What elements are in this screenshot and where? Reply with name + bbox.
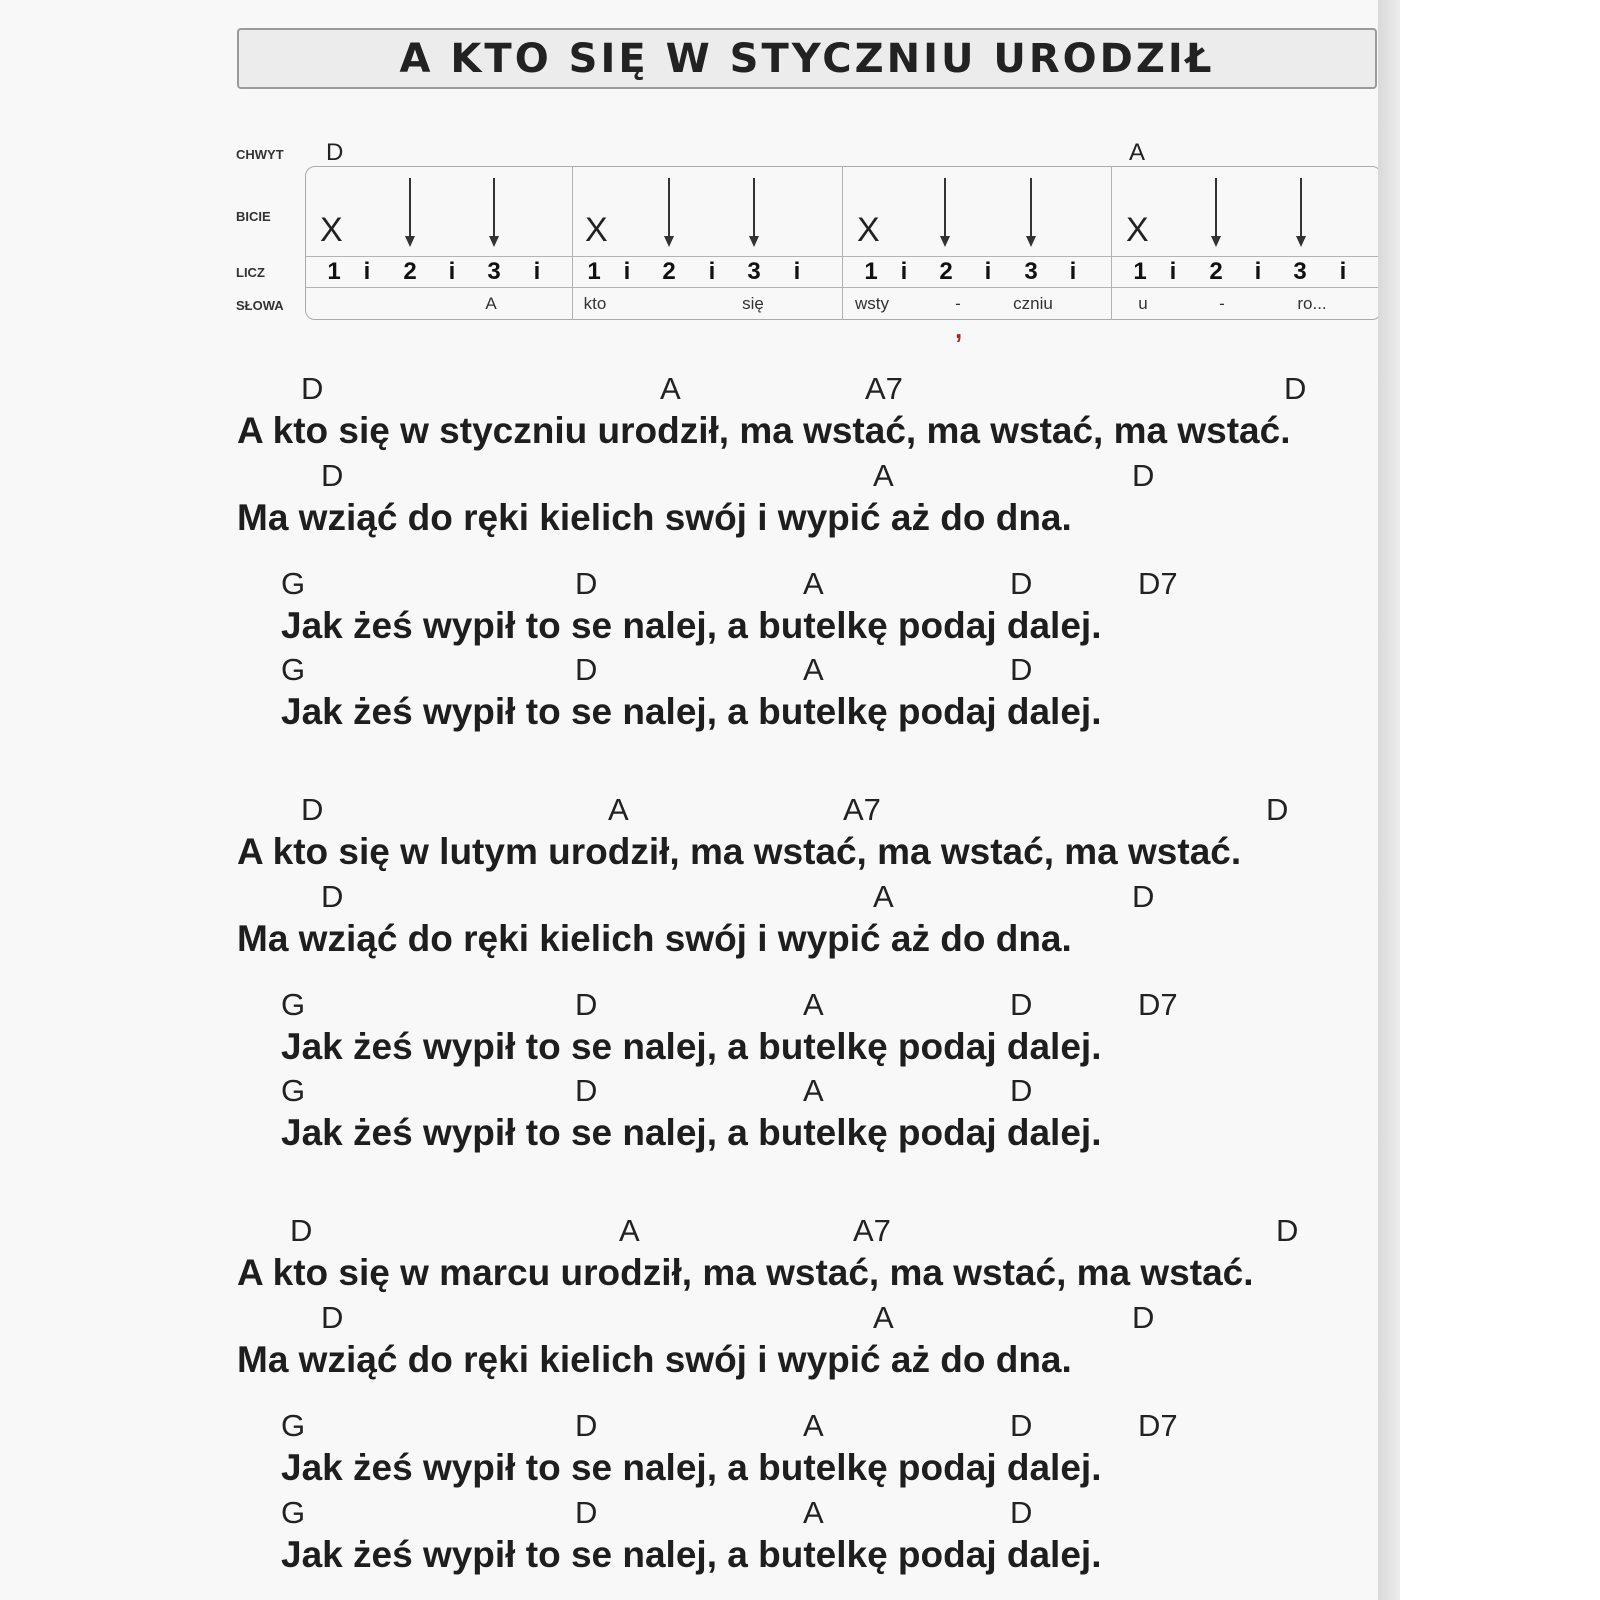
muted-strum-x: X <box>1126 211 1149 249</box>
count-number: 1 <box>864 258 878 285</box>
chord: A7 <box>853 1213 891 1248</box>
diagram-chord-a: A <box>1129 139 1146 166</box>
chord: D <box>1132 879 1155 914</box>
grid-divider <box>305 287 1382 288</box>
count-number: 2 <box>403 258 417 285</box>
count-number: 3 <box>1293 258 1307 285</box>
count-number: 1 <box>587 258 601 285</box>
count-and: i <box>1169 258 1177 285</box>
count-number: 3 <box>1024 258 1038 285</box>
chord: D <box>575 987 598 1022</box>
lyric-syllable: A <box>485 294 497 313</box>
chord: D <box>575 1495 598 1530</box>
count-and: i <box>793 258 801 285</box>
chord: D <box>1010 566 1033 601</box>
lyric-line: A kto się w marcu urodził, ma wstać, ma wstać, ma wstać. <box>237 1252 1254 1293</box>
count-number: 3 <box>487 258 501 285</box>
row-label-bicie: BICIE <box>236 209 271 224</box>
chord: A <box>873 458 894 493</box>
chord: A <box>803 566 824 601</box>
lyric-line: A kto się w lutym urodził, ma wstać, ma wstać, ma wstać. <box>237 831 1242 872</box>
count-and: i <box>900 258 908 285</box>
chord: D <box>321 458 344 493</box>
lyric-line: Jak żeś wypił to se nalej, a butelkę podaj dalej. <box>281 691 1102 732</box>
lyric-line: Jak żeś wypił to se nalej, a butelkę podaj dalej. <box>281 1112 1102 1153</box>
lyric-syllable: u <box>1138 294 1148 313</box>
muted-strum-x: X <box>320 211 343 249</box>
chord: D <box>1010 987 1033 1022</box>
chord: D <box>1266 792 1289 827</box>
lyric-syllable: - <box>1219 294 1225 313</box>
song-title-box <box>237 28 1377 89</box>
lyric-line: Ma wziąć do ręki kielich swój i wypić aż do dna. <box>237 1339 1072 1380</box>
chord: A <box>803 1495 824 1530</box>
chord: D <box>575 1073 598 1108</box>
lyric-syllable: się <box>742 294 764 313</box>
chord: D <box>1284 371 1307 406</box>
count-and: i <box>984 258 992 285</box>
diagram-chord-d: D <box>326 139 344 166</box>
lyric-line: Jak żeś wypił to se nalej, a butelkę podaj dalej. <box>281 605 1102 646</box>
count-number: 2 <box>939 258 953 285</box>
chord: A7 <box>843 792 881 827</box>
count-number: 1 <box>1133 258 1147 285</box>
count-and: i <box>708 258 716 285</box>
song-title: A KTO SIĘ W STYCZNIU URODZIŁ <box>399 35 1215 82</box>
chord: D <box>1010 1495 1033 1530</box>
lyric-syllable: - <box>955 294 961 313</box>
chord: G <box>281 1073 306 1108</box>
count-and: i <box>448 258 456 285</box>
lyric-line: A kto się w styczniu urodził, ma wstać, ma wstać, ma wstać. <box>237 410 1291 451</box>
chord: A <box>803 1408 824 1443</box>
row-label-chwyt: CHWYT <box>236 147 284 162</box>
chord: A7 <box>865 371 903 406</box>
lyric-line: Ma wziąć do ręki kielich swój i wypić aż do dna. <box>237 918 1072 959</box>
chord: D <box>575 566 598 601</box>
row-label-licz: LICZ <box>236 265 265 280</box>
chord: D <box>1010 1073 1033 1108</box>
lyric-line: Jak żeś wypił to se nalej, a butelkę podaj dalej. <box>281 1026 1102 1067</box>
chord: A <box>803 652 824 687</box>
chord: A <box>660 371 681 406</box>
chord: A <box>873 879 894 914</box>
chord: D <box>1010 652 1033 687</box>
count-and: i <box>363 258 371 285</box>
chord: A <box>619 1213 640 1248</box>
count-number: 2 <box>1209 258 1223 285</box>
chord: D <box>1132 458 1155 493</box>
count-and: i <box>1254 258 1262 285</box>
chord: D7 <box>1138 566 1178 601</box>
chord: D <box>301 792 324 827</box>
chord: D <box>1010 1408 1033 1443</box>
page-edge <box>1378 0 1400 1600</box>
chord: G <box>281 566 306 601</box>
count-number: 1 <box>327 258 341 285</box>
chord: D <box>321 879 344 914</box>
bar-line <box>1111 166 1112 320</box>
chord: A <box>803 1073 824 1108</box>
count-number: 3 <box>747 258 761 285</box>
lyric-syllable: czniu <box>1013 294 1053 313</box>
chord: D7 <box>1138 1408 1178 1443</box>
count-and: i <box>1069 258 1077 285</box>
bar-line <box>572 166 573 320</box>
row-label-slowa: SŁOWA <box>236 298 284 313</box>
chord: A <box>873 1300 894 1335</box>
count-and: i <box>533 258 541 285</box>
chord: D <box>575 652 598 687</box>
lyric-line: Jak żeś wypił to se nalej, a butelkę podaj dalej. <box>281 1534 1102 1575</box>
chord: G <box>281 1495 306 1530</box>
bar-line <box>842 166 843 320</box>
chord: D7 <box>1138 987 1178 1022</box>
chord: A <box>608 792 629 827</box>
chord: D <box>1132 1300 1155 1335</box>
chord: D <box>575 1408 598 1443</box>
chord: D <box>321 1300 344 1335</box>
count-and: i <box>1339 258 1347 285</box>
lyric-line: Jak żeś wypił to se nalej, a butelkę podaj dalej. <box>281 1447 1102 1488</box>
muted-strum-x: X <box>585 211 608 249</box>
count-number: 2 <box>662 258 676 285</box>
lyric-syllable: wsty <box>855 294 889 313</box>
chord: D <box>1276 1213 1299 1248</box>
muted-strum-x: X <box>857 211 880 249</box>
chord: G <box>281 652 306 687</box>
chord: D <box>290 1213 313 1248</box>
chord: D <box>301 371 324 406</box>
breath-mark: , <box>955 314 963 344</box>
chord: G <box>281 1408 306 1443</box>
lyric-syllable: ro... <box>1297 294 1327 313</box>
grid-divider <box>305 256 1382 257</box>
lyric-line: Ma wziąć do ręki kielich swój i wypić aż do dna. <box>237 497 1072 538</box>
count-and: i <box>623 258 631 285</box>
chord: G <box>281 987 306 1022</box>
lyric-syllable: kto <box>583 294 607 313</box>
chord: A <box>803 987 824 1022</box>
